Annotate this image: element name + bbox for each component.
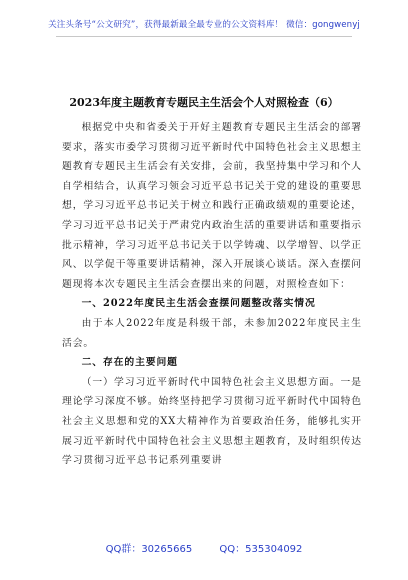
section-1-paragraph: 由于本人2022年度是科级干部，未参加2022年度民主生活会。 — [62, 317, 362, 349]
footer-qq-group: QQ群：30265665 — [105, 544, 193, 555]
footer-contacts — [0, 540, 408, 555]
section-2-heading: 二、存在的主要问题 — [81, 357, 178, 369]
document-body — [62, 118, 362, 471]
section-1-heading: 一、2022年度民主生活会查摆问题整改落实情况 — [81, 298, 316, 310]
section-2-paragraph: （一）学习习近平新时代中国特色社会主义思想方面。一是理论学习深度不够。始终坚持把学习贯彻习近平新时代中国特色社会主义思想和党的XX大精神作为首要政治任务，能够扎实开展习近平新时代中国特色社会主义思想主题教育，及时组织传达学习贯彻习近平总书记系列重要讲 — [62, 376, 362, 467]
document-title: 2023年度主题教育专题民主生活会个人对照检查（6） — [69, 96, 339, 109]
header-divider — [56, 36, 352, 37]
footer-qq-number: QQ：535304092 — [219, 544, 303, 555]
intro-paragraph: 根据党中央和省委关于开好主题教育专题民主生活会的部署要求，落实市委学习贯彻习近平新时代中国特色社会主义思想主题教育专题民主生活会有关安排，会前，我坚持集中学习和个人自学相结合，认真学习领会习近平总书记关于党的建设的重要思想，学习习近平总书记关于树立和践行正确政绩观的重要论述，学习习近平总书记关于严肃党内政治生活的重要讲话和重要指示批示精神，学习习近平总书记关于以学铸魂、以学增智、以学正风、以学促干等重要讲话精神，深入开展谈心谈话。深入查摆问题现将本次专题民主生活会查摆出来的问题，对照检查如下： — [62, 122, 362, 290]
header-banner: 关注头条号“公文研究”，获得最新最全最专业的公文资料库！ 微信：gongwenyj — [48, 20, 360, 30]
